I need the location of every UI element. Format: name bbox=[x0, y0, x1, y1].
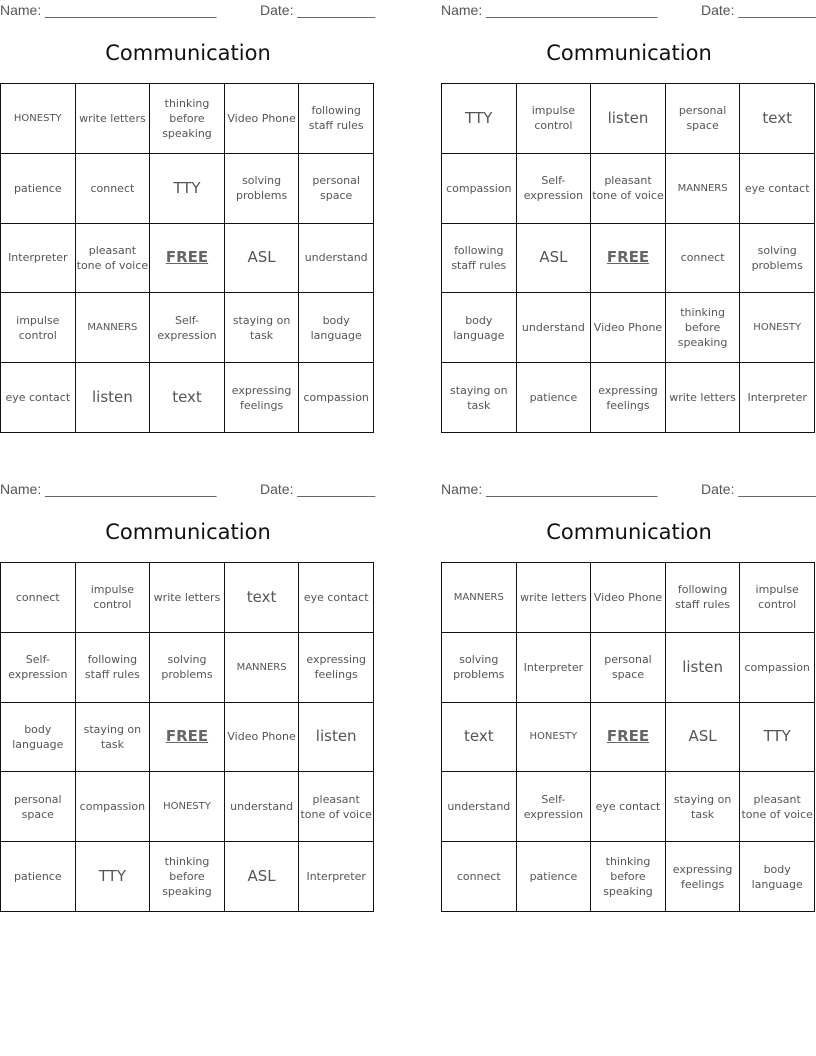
bingo-cell: understand bbox=[517, 293, 592, 363]
bingo-cell: following staff rules bbox=[299, 84, 374, 154]
bingo-cell: HONESTY bbox=[740, 293, 815, 363]
bingo-cell: MANNERS bbox=[225, 633, 300, 703]
bingo-cell: text bbox=[150, 363, 225, 433]
bingo-cell: understand bbox=[299, 224, 374, 294]
bingo-cell: Interpreter bbox=[517, 633, 592, 703]
bingo-cell: patience bbox=[1, 842, 76, 912]
bingo-cell: Video Phone bbox=[225, 84, 300, 154]
bingo-cell: staying on task bbox=[76, 703, 151, 773]
bingo-cell: compassion bbox=[76, 772, 151, 842]
bingo-cell: understand bbox=[442, 772, 517, 842]
bingo-cell: body language bbox=[740, 842, 815, 912]
date-field: Date: __________ bbox=[701, 2, 816, 18]
bingo-cell: ASL bbox=[225, 224, 300, 294]
bingo-cell: Video Phone bbox=[591, 563, 666, 633]
card-title: Communication bbox=[546, 41, 712, 65]
bingo-cell: expressing feelings bbox=[225, 363, 300, 433]
bingo-cell: ASL bbox=[225, 842, 300, 912]
name-field: Name: ______________________ bbox=[441, 481, 658, 497]
bingo-grid bbox=[0, 562, 374, 912]
bingo-cell: write letters bbox=[76, 84, 151, 154]
bingo-cell: Video Phone bbox=[591, 293, 666, 363]
card-header bbox=[441, 479, 816, 499]
bingo-cell: eye contact bbox=[740, 154, 815, 224]
name-field: Name: ______________________ bbox=[441, 2, 658, 18]
bingo-cell: impulse control bbox=[76, 563, 151, 633]
bingo-cell: patience bbox=[517, 842, 592, 912]
card-title: Communication bbox=[105, 41, 271, 65]
bingo-cell: eye contact bbox=[299, 563, 374, 633]
bingo-cell: personal space bbox=[299, 154, 374, 224]
bingo-cell: Video Phone bbox=[225, 703, 300, 773]
bingo-cell: staying on task bbox=[442, 363, 517, 433]
bingo-card-3 bbox=[0, 479, 376, 919]
bingo-cell: following staff rules bbox=[76, 633, 151, 703]
bingo-cell: HONESTY bbox=[150, 772, 225, 842]
bingo-cell: Self-expression bbox=[517, 154, 592, 224]
date-field: Date: __________ bbox=[701, 481, 816, 497]
bingo-cell: write letters bbox=[517, 563, 592, 633]
bingo-cell: connect bbox=[76, 154, 151, 224]
bingo-cell: HONESTY bbox=[1, 84, 76, 154]
bingo-cell: compassion bbox=[299, 363, 374, 433]
bingo-cell: connect bbox=[1, 563, 76, 633]
bingo-cell: write letters bbox=[150, 563, 225, 633]
bingo-cell: thinking before speaking bbox=[150, 84, 225, 154]
card-header bbox=[0, 0, 376, 20]
bingo-cell: pleasant tone of voice bbox=[591, 154, 666, 224]
bingo-card-1 bbox=[0, 0, 376, 440]
card-title: Communication bbox=[546, 520, 712, 544]
bingo-cell: solving problems bbox=[442, 633, 517, 703]
bingo-cell: thinking before speaking bbox=[150, 842, 225, 912]
bingo-cell: TTY bbox=[150, 154, 225, 224]
bingo-cell: TTY bbox=[76, 842, 151, 912]
bingo-cell: Interpreter bbox=[740, 363, 815, 433]
free-space: FREE bbox=[150, 224, 225, 294]
bingo-cell: listen bbox=[591, 84, 666, 154]
bingo-cell: following staff rules bbox=[442, 224, 517, 294]
bingo-cell: impulse control bbox=[740, 563, 815, 633]
bingo-grid bbox=[0, 83, 374, 433]
free-space: FREE bbox=[591, 224, 666, 294]
bingo-cell: connect bbox=[666, 224, 741, 294]
bingo-cell: listen bbox=[76, 363, 151, 433]
date-field: Date: __________ bbox=[260, 481, 376, 497]
bingo-cell: impulse control bbox=[1, 293, 76, 363]
bingo-cell: compassion bbox=[442, 154, 517, 224]
bingo-cell: personal space bbox=[1, 772, 76, 842]
card-header bbox=[0, 479, 376, 499]
bingo-cell: personal space bbox=[666, 84, 741, 154]
bingo-cell: expressing feelings bbox=[299, 633, 374, 703]
bingo-cell: eye contact bbox=[591, 772, 666, 842]
bingo-grid bbox=[441, 562, 815, 912]
bingo-cell: body language bbox=[1, 703, 76, 773]
bingo-cell: following staff rules bbox=[666, 563, 741, 633]
bingo-cell: body language bbox=[299, 293, 374, 363]
bingo-cell: eye contact bbox=[1, 363, 76, 433]
bingo-cell: text bbox=[442, 703, 517, 773]
bingo-card-2 bbox=[441, 0, 816, 440]
bingo-cell: Self-expression bbox=[517, 772, 592, 842]
card-header bbox=[441, 0, 816, 20]
name-field: Name: ______________________ bbox=[0, 2, 217, 18]
bingo-cell: HONESTY bbox=[517, 703, 592, 773]
bingo-cell: expressing feelings bbox=[666, 842, 741, 912]
bingo-cell: MANNERS bbox=[442, 563, 517, 633]
date-field: Date: __________ bbox=[260, 2, 376, 18]
free-space: FREE bbox=[150, 703, 225, 773]
bingo-cell: pleasant tone of voice bbox=[740, 772, 815, 842]
bingo-card-4 bbox=[441, 479, 816, 919]
bingo-cell: text bbox=[740, 84, 815, 154]
bingo-cell: expressing feelings bbox=[591, 363, 666, 433]
bingo-cell: solving problems bbox=[150, 633, 225, 703]
bingo-cell: pleasant tone of voice bbox=[299, 772, 374, 842]
bingo-cell: ASL bbox=[666, 703, 741, 773]
free-space: FREE bbox=[591, 703, 666, 773]
card-title: Communication bbox=[105, 520, 271, 544]
bingo-cell: listen bbox=[666, 633, 741, 703]
bingo-cell: pleasant tone of voice bbox=[76, 224, 151, 294]
bingo-cell: personal space bbox=[591, 633, 666, 703]
bingo-cell: compassion bbox=[740, 633, 815, 703]
bingo-cell: listen bbox=[299, 703, 374, 773]
bingo-cell: Interpreter bbox=[299, 842, 374, 912]
bingo-cell: patience bbox=[1, 154, 76, 224]
bingo-cell: Self-expression bbox=[1, 633, 76, 703]
bingo-cell: Self-expression bbox=[150, 293, 225, 363]
bingo-cell: connect bbox=[442, 842, 517, 912]
bingo-cell: thinking before speaking bbox=[591, 842, 666, 912]
bingo-cell: staying on task bbox=[225, 293, 300, 363]
bingo-cell: staying on task bbox=[666, 772, 741, 842]
bingo-cell: text bbox=[225, 563, 300, 633]
bingo-cell: impulse control bbox=[517, 84, 592, 154]
bingo-cell: solving problems bbox=[740, 224, 815, 294]
bingo-cell: TTY bbox=[740, 703, 815, 773]
bingo-cell: thinking before speaking bbox=[666, 293, 741, 363]
bingo-cell: Interpreter bbox=[1, 224, 76, 294]
bingo-cell: TTY bbox=[442, 84, 517, 154]
bingo-cell: ASL bbox=[517, 224, 592, 294]
bingo-cell: MANNERS bbox=[666, 154, 741, 224]
bingo-cell: understand bbox=[225, 772, 300, 842]
bingo-cell: patience bbox=[517, 363, 592, 433]
bingo-cell: write letters bbox=[666, 363, 741, 433]
name-field: Name: ______________________ bbox=[0, 481, 217, 497]
bingo-cell: solving problems bbox=[225, 154, 300, 224]
bingo-cell: body language bbox=[442, 293, 517, 363]
bingo-grid bbox=[441, 83, 815, 433]
bingo-cell: MANNERS bbox=[76, 293, 151, 363]
